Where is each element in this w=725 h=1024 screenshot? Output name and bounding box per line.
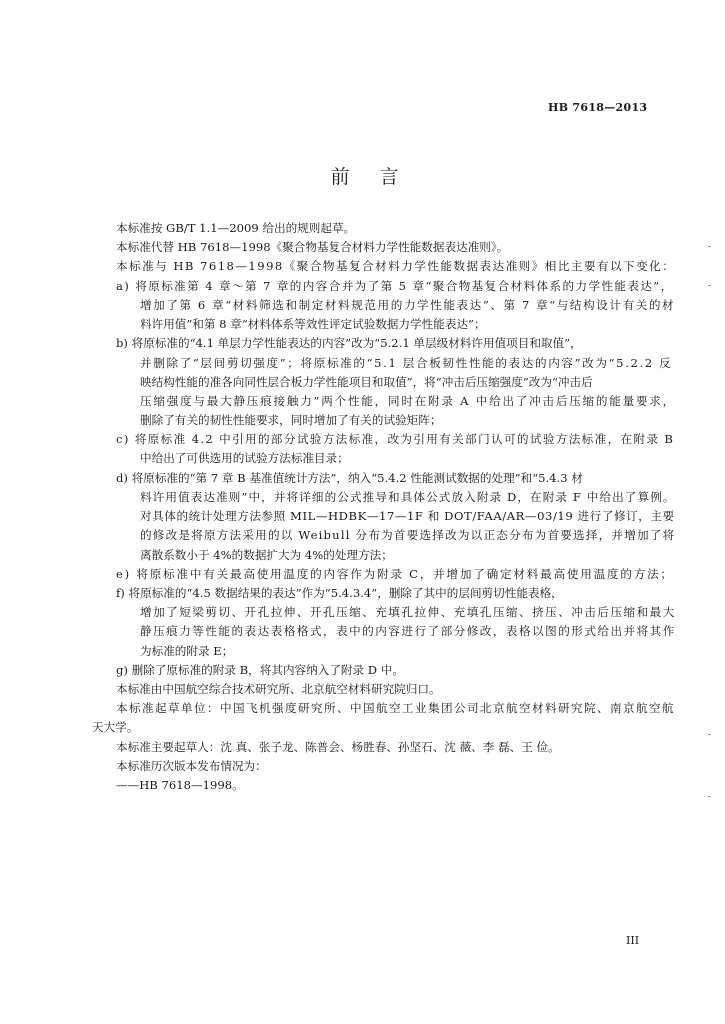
text-line: 的修改是将原方法采用的以 Weibull 分布为首要选择改为以正态分布为首要选择，并增加了将 [140,528,676,542]
text-line: 本标准主要起草人：沈 真、张子龙、陈普会、杨胜春、孙坚石、沈 薇、李 磊、王 俭。 [116,740,560,754]
list-item-c: c) 将原标准 4.2 中引用的部分试验方法标准，改为引用有关部门认可的试验方法标准，在附录 B [116,432,675,446]
list-item-b: b) 将原标准的“4.1 单层力学性能表达的内容”改为“5.2.1 单层级材料许用值项目和取值”， [116,336,582,350]
text-line: 本标准与 HB 7618—1998《聚合物基复合材料力学性能数据表达准则》相比主要有以下变化： [116,259,676,273]
scan-artifact [708,734,711,735]
text-line: ——HB 7618—1998。 [116,778,244,792]
list-item-f: f) 将原标准的“4.5 数据结果的表达”作为“5.4.3.4”，删除了其中的层间剪切性能表格， [116,586,563,600]
page-title: 前言 [330,166,429,188]
list-item-e: e) 将原标准中有关最高使用温度的内容作为附录 C，并增加了确定材料最高使用温度的方法； [116,567,674,581]
text-line: 料许用值表达准则”中，并将详细的公式推导和具体公式放入附录 D，在附录 F 中给出了算例。 [140,490,676,504]
text-line: 增加了短梁剪切、开孔拉伸、开孔压缩、充填孔拉伸、充填孔压缩、挤压、冲击后压缩和最大 [140,605,676,619]
scan-artifact [708,246,711,247]
list-item-g: g) 删除了原标准的附录 B，将其内容纳入了附录 D 中。 [116,663,404,677]
text-line: 并删除了“层间剪切强度”；将原标准的“5.1 层合板韧性性能的表达的内容”改为“5.2.2 反 [140,356,673,370]
list-item-d: d) 将原标准的“第 7 章 B 基准值统计方法”，纳入“5.4.2 性能测试数据的处理”和“5.4.3 材 [116,471,583,485]
text-line: 天大学。 [92,720,139,734]
scan-artifact [708,285,711,286]
standard-number-header: HB 7618—2013 [548,101,648,114]
text-line: 本标准按 GB/T 1.1—2009 给出的规则起草。 [116,221,356,235]
text-line: 对具体的统计处理方法参照 MIL—HDBK—17—1F 和 DOT/FAA/AR—03/19 进行了修订，主要 [140,509,675,523]
text-line: 压缩强度与最大静压痕接触力”两个性能，同时在附录 A 中给出了冲击后压缩的能量要求， [140,394,676,408]
scan-artifact [708,796,711,797]
text-line: 为标准的附录 E； [140,644,234,658]
text-line: 映结构性能的准各向同性层合板力学性能项目和取值”，将“冲击后压缩强度”改为“冲击后 [140,375,593,389]
text-line: 料许用值”和第 8 章“材料体系等效性评定试验数据力学性能表达”； [140,317,486,331]
text-line: 中给出了可供选用的试验方法标准目录； [140,451,349,465]
text-line: 本标准代替 HB 7618—1998《聚合物基复合材料力学性能数据表达准则》。 [116,240,509,254]
text-line: 离散系数小于 4%的数据扩大为 4%的处理方法； [140,548,393,562]
list-item-a: a) 将原标准第 4 章～第 7 章的内容合并为了第 5 章“聚合物基复合材料体系的力学性能表达”， [116,279,674,293]
text-line: 本标准起草单位：中国飞机强度研究所、中国航空工业集团公司北京航空材料研究院、南京航空航 [116,701,675,715]
text-line: 静压痕力等性能的表达表格格式，表中的内容进行了部分修改，表格以图的形式给出并将其作 [140,624,676,638]
text-line: 本标准历次版本发布情况为： [116,759,267,773]
text-line: 本标准由中国航空综合技术研究所、北京航空材料研究院归口。 [116,682,441,696]
text-line: 增加了第 6 章“材料筛选和制定材料规范用的力学性能表达”、第 7 章“与结构设计有关的材 [140,298,676,312]
page-number: III [626,934,640,947]
text-line: 删除了有关的韧性性能要求，同时增加了有关的试验矩阵； [140,413,442,427]
